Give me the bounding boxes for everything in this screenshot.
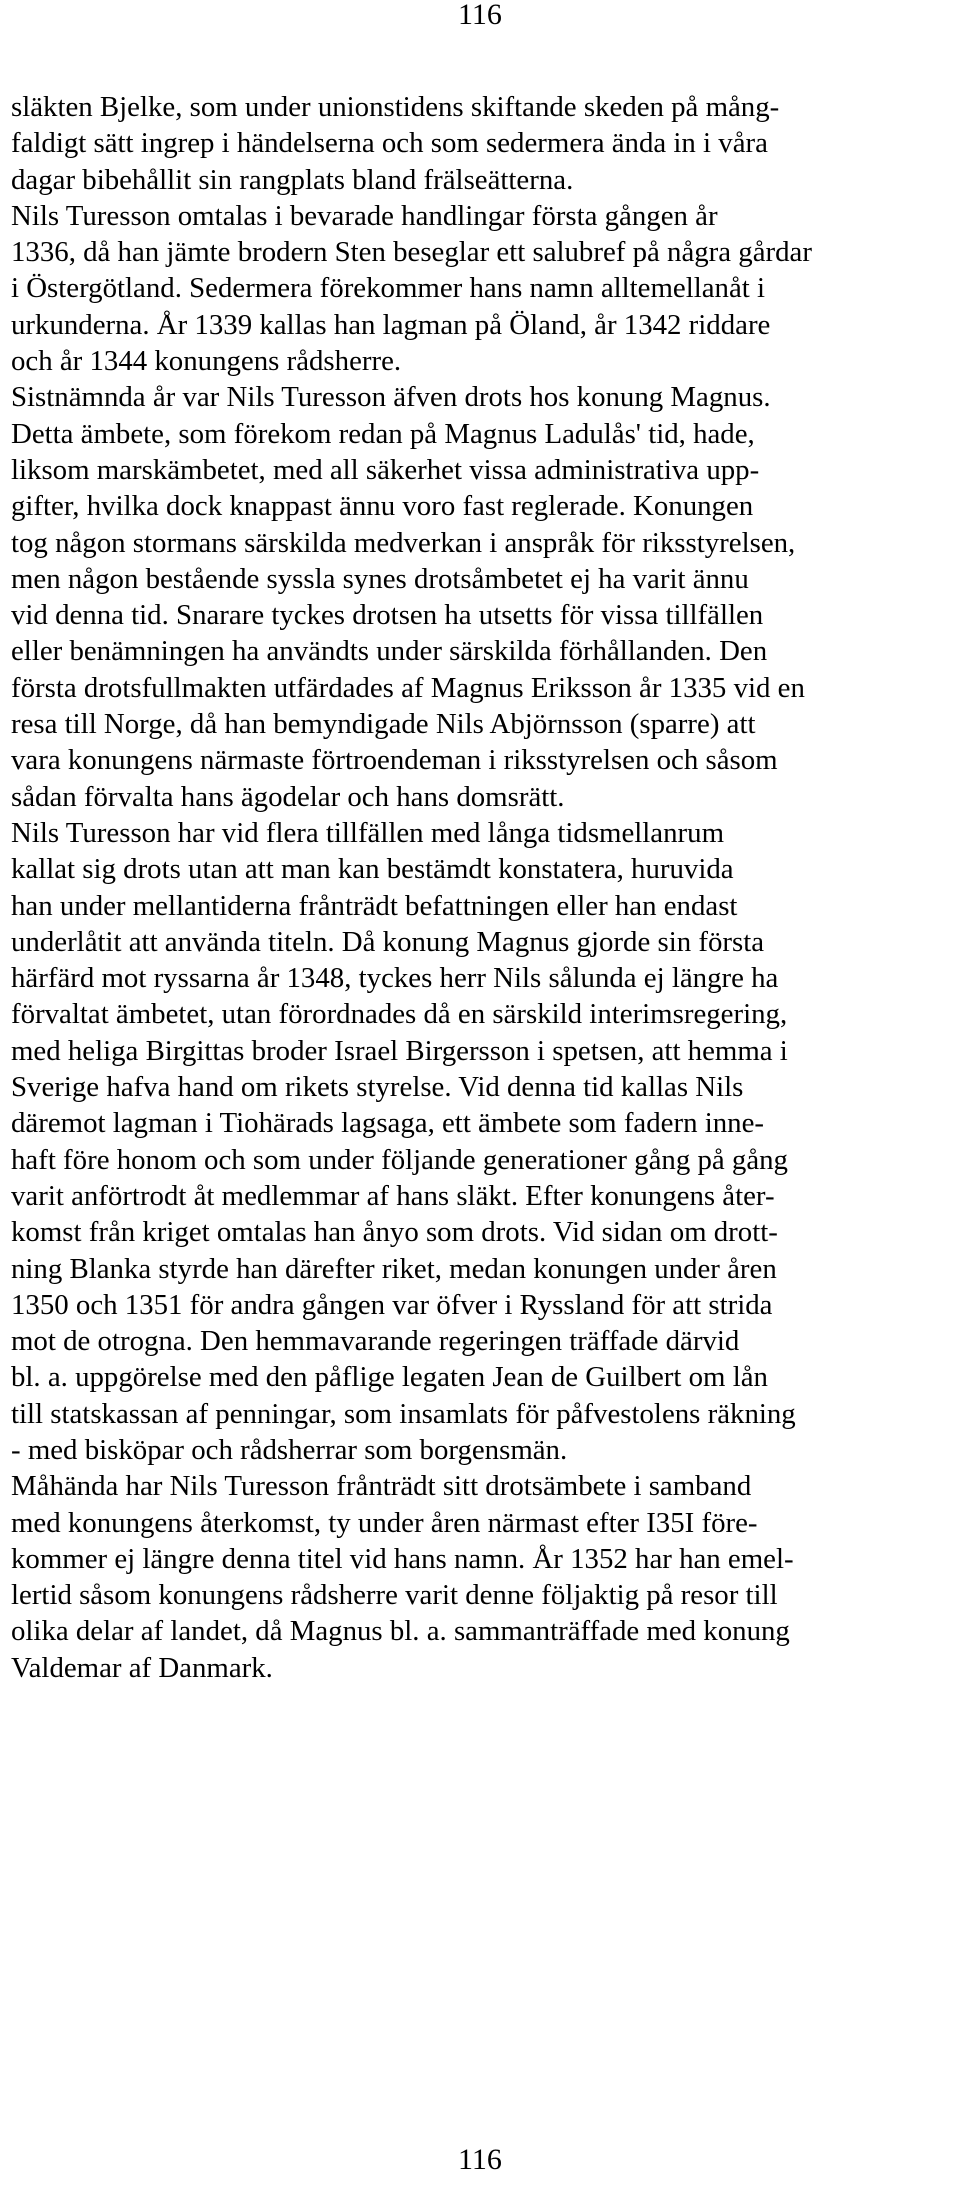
text-line: Sistnämnda år var Nils Turesson äfven drots hos konung Magnus. [11, 381, 771, 414]
text-line: med heliga Birgittas broder Israel Birgersson i spetsen, att hemma i [11, 1034, 788, 1067]
text-line: underlåtit att använda titeln. Då konung Magnus gjorde sin första [11, 925, 765, 958]
text-line: i Östergötland. Sedermera förekommer hans namn alltemellanåt i [11, 272, 766, 305]
text-line: 1336, då han jämte brodern Sten beseglar ett salubref på några gårdar [11, 236, 812, 269]
text-line: till statskassan af penningar, som insamlats för påfvestolens räkning [11, 1397, 796, 1430]
text-line: lertid såsom konungens rådsherre varit denne följaktig på resor till [11, 1579, 778, 1612]
text-line: släkten Bjelke, som under unionstidens skiftande skeden på mång- [11, 91, 780, 123]
text-line: urkunderna. År 1339 kallas han lagman på Öland, år 1342 riddare [11, 308, 771, 341]
text-line: första drotsfullmakten utfärdades af Magnus Eriksson år 1335 vid en [11, 671, 805, 704]
text-line: med konungens återkomst, ty under åren närmast efter I35I före- [11, 1506, 758, 1539]
text-line: ning Blanka styrde han därefter riket, medan konungen under åren [11, 1252, 777, 1285]
page-number-bottom: 116 [458, 2143, 502, 2176]
text-line: vara konungens närmaste förtroendeman i riksstyrelsen och såsom [11, 744, 778, 777]
text-line: dagar bibehållit sin rangplats bland frälseätterna. [11, 163, 574, 196]
page-number-top: 116 [458, 0, 502, 31]
text-line: kallat sig drots utan att man kan bestämdt konstatera, huruvida [11, 853, 734, 886]
text-line: bl. a. uppgörelse med den påflige legaten Jean de Guilbert om lån [11, 1361, 768, 1394]
text-line: varit anförtrodt åt medlemmar af hans släkt. Efter konungens åter- [11, 1179, 775, 1212]
text-line: förvaltat ämbetet, utan förordnades då en särskild interimsregering, [11, 998, 788, 1031]
text-line: och år 1344 konungens rådsherre. [11, 345, 402, 378]
text-line: resa till Norge, då han bemyndigade Nils Abjörnsson (sparre) att [11, 708, 756, 741]
text-line: Detta ämbete, som förekom redan på Magnus Ladulås' tid, hade, [11, 417, 755, 450]
text-line: tog någon stormans särskilda medverkan i anspråk för riksstyrelsen, [11, 526, 796, 559]
page-body [11, 89, 951, 1686]
text-line: men någon bestående syssla synes drotsåmbetet ej ha varit ännu [11, 562, 749, 595]
text-line: Nils Turesson har vid flera tillfällen med långa tidsmellanrum [11, 816, 725, 849]
text-line: gifter, hvilka dock knappast ännu voro fast reglerade. Konungen [11, 490, 754, 523]
text-line: han under mellantiderna frånträdt befattningen eller han endast [11, 889, 738, 922]
text-line: vid denna tid. Snarare tyckes drotsen ha utsetts för vissa tillfällen [11, 599, 764, 632]
text-line: Sverige hafva hand om rikets styrelse. Vid denna tid kallas Nils [11, 1071, 744, 1104]
text-line: däremot lagman i Tiohärads lagsaga, ett ämbete som fadern inne- [11, 1107, 764, 1140]
text-line: - med bisköpar och rådsherrar som borgensmän. [11, 1433, 568, 1466]
text-line: liksom marskämbetet, med all säkerhet vissa administrativa upp- [11, 453, 760, 486]
text-line: faldigt sätt ingrep i händelserna och som sedermera ända in i våra [11, 127, 768, 160]
text-line: sådan förvalta hans ägodelar och hans domsrätt. [11, 780, 565, 813]
text-line: härfärd mot ryssarna år 1348, tyckes herr Nils sålunda ej längre ha [11, 962, 779, 995]
text-line: komst från kriget omtalas han ånyo som drots. Vid sidan om drott- [11, 1216, 778, 1249]
text-line: Måhända har Nils Turesson frånträdt sitt drotsämbete i samband [11, 1470, 752, 1503]
text-line: 1350 och 1351 för andra gången var öfver i Ryssland för att strida [11, 1288, 773, 1321]
text-line: mot de otrogna. Den hemmavarande regeringen träffade därvid [11, 1325, 740, 1358]
text-line: Valdemar af Danmark. [11, 1651, 273, 1684]
text-line: kommer ej längre denna titel vid hans namn. År 1352 har han emel- [11, 1542, 794, 1575]
text-line: Nils Turesson omtalas i bevarade handlingar första gången år [11, 199, 718, 232]
text-line: haft före honom och som under följande generationer gång på gång [11, 1143, 788, 1176]
text-line: eller benämningen ha användts under särskilda förhållanden. Den [11, 635, 768, 668]
text-line: olika delar af landet, då Magnus bl. a. sammanträffade med konung [11, 1615, 790, 1648]
